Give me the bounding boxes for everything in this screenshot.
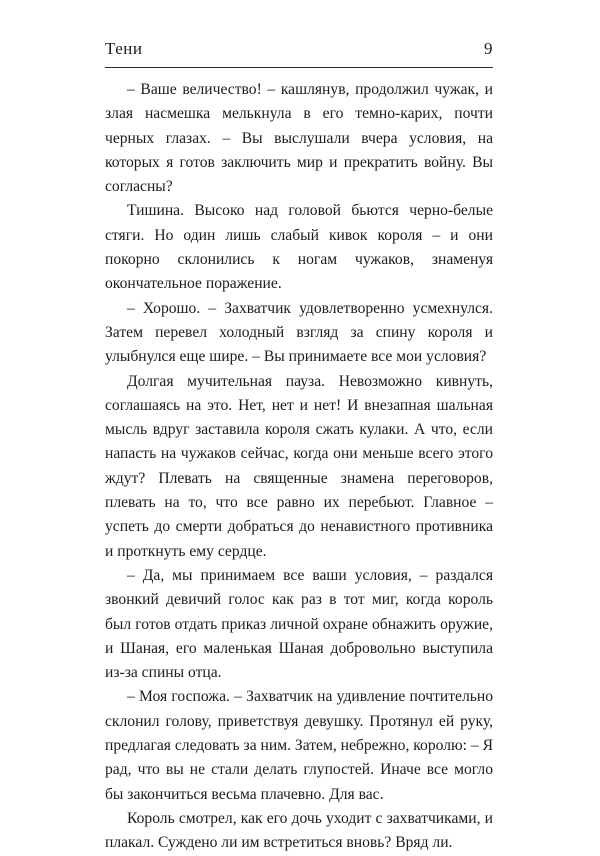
- running-title: Тени: [105, 39, 143, 58]
- running-head: [105, 39, 493, 61]
- page-number: 9: [484, 39, 493, 58]
- paragraph-2: Тишина. Высоко над головой бьются черно-белые стяги. Но один лишь слабый кивок короля – и они покорно склонились к ногам чужаков, знаменуя окончательное поражение.: [105, 202, 493, 293]
- paragraph-4: Долгая мучительная пауза. Невозможно кивнуть, соглашаясь на это. Нет, нет и нет! И внезапная шальная мысль вдруг заставила короля сжать кулаки. А что, если напасть на чужаков сейчас, когда они меньше всего этого ждут? Плевать на священные знамена переговоров, плевать на то, что все равно их перебьют. Главное – успеть до смерти добраться до ненавистного противника и проткнуть ему сердце.: [105, 372, 493, 560]
- paragraph-6: – Моя госпожа. – Захватчик на удивление почтительно склонил голову, приветствуя девушку. Протянул ей руку, предлагая следовать за ним. Затем, небрежно, королю: – Я рад, что вы не стали делать глупостей. Иначе все могло бы закончиться весьма плачевно. Для вас.: [105, 688, 493, 803]
- paragraph-1: – Ваше величество! – кашлянув, продолжил чужак, и злая насмешка мелькнула в его темно-карих, почти черных глазах. – Вы выслушали вчера условия, на которых я готов заключить мир и прекратить войну. Вы согласны?: [105, 81, 493, 196]
- paragraph-7: Король смотрел, как его дочь уходит с захватчиками, и плакал. Суждено ли им встретиться вновь? Вряд ли.: [105, 809, 493, 852]
- paragraph-5: – Да, мы принимаем все ваши условия, – раздался звонкий девичий голос как раз в тот миг, когда король был готов отдать приказ личной охране обнажить оружие, и Шаная, его маленькая Шаная добровольно выступила из-за спины отца.: [105, 566, 493, 682]
- body-text: [105, 78, 493, 856]
- paragraph-3: – Хорошо. – Захватчик удовлетворенно усмехнулся. Затем перевел холодный взгляд за спину короля и улыбнулся еще шире. – Вы принимаете все мои условия?: [105, 299, 493, 366]
- header-rule: [105, 67, 493, 68]
